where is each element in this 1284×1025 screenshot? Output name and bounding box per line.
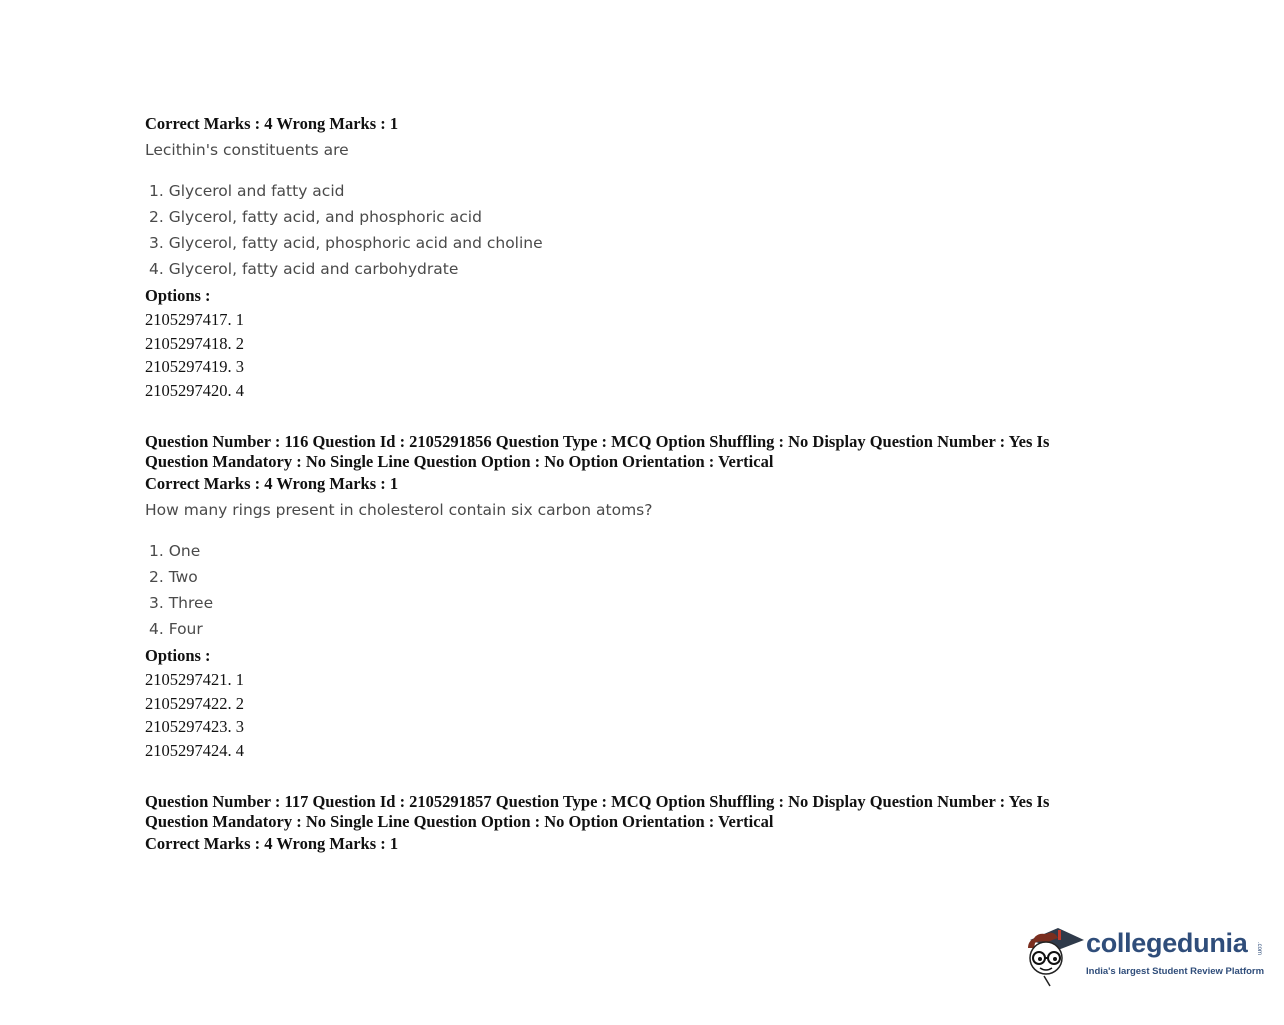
option-id-item: 2105297419. 3: [145, 357, 244, 376]
option-id-item: 2105297422. 2: [145, 693, 244, 713]
choice-item: 3. Three: [149, 594, 214, 612]
choice-item: 3. Glycerol, fatty acid, phosphoric acid and choline: [149, 234, 543, 252]
option-id-item: 2105297421. 1: [145, 670, 244, 689]
mascot-icon: [1024, 918, 1086, 990]
question-text: How many rings present in cholesterol contain six carbon atoms?: [145, 501, 653, 519]
marks-line: Correct Marks : 4 Wrong Marks : 1: [145, 474, 399, 493]
options-label: Options :: [145, 646, 211, 665]
question-text: Lecithin's constituents are: [145, 141, 349, 159]
document-page: [145, 112, 1105, 856]
option-id-item: 2105297424. 4: [145, 740, 244, 760]
question-block-117: [145, 792, 1105, 856]
options-label: Options :: [145, 286, 211, 305]
choice-item: 4. Four: [149, 620, 203, 638]
choice-item: 4. Glycerol, fatty acid and carbohydrate: [149, 260, 459, 278]
logo-tagline: India's largest Student Review Platform: [1086, 966, 1265, 977]
choice-item: 2. Glycerol, fatty acid, and phosphoric acid: [149, 208, 482, 226]
choice-item: 2. Two: [149, 568, 198, 586]
logo-wordmark: collegedunia: [1086, 928, 1248, 958]
question-block-116: [145, 432, 1105, 762]
marks-line: Correct Marks : 4 Wrong Marks : 1: [145, 114, 399, 133]
marks-line: Correct Marks : 4 Wrong Marks : 1: [145, 834, 399, 853]
choice-item: 1. Glycerol and fatty acid: [149, 182, 345, 200]
choice-list: [149, 538, 1105, 642]
option-id-list: [145, 668, 1105, 762]
question-block-115: [145, 112, 1105, 402]
option-id-item: 2105297420. 4: [145, 380, 244, 400]
option-id-list: [145, 308, 1105, 402]
collegedunia-logo: [1024, 918, 1264, 990]
question-header: Question Number : 117 Question Id : 2105291857 Question Type : MCQ Option Shuffling : No Display Question Number : Yes Is Question Mandatory : No Single Line Question Option : No Option Orientation : Vertical: [145, 792, 1050, 831]
option-id-item: 2105297423. 3: [145, 717, 244, 736]
logo-suffix: .com: [1256, 942, 1262, 956]
question-header: Question Number : 116 Question Id : 2105291856 Question Type : MCQ Option Shuffling : No Display Question Number : Yes Is Question Mandatory : No Single Line Question Option : No Option Orientation : Vertical: [145, 432, 1050, 471]
choice-item: 1. One: [149, 542, 201, 560]
option-id-item: 2105297417. 1: [145, 310, 244, 329]
option-id-item: 2105297418. 2: [145, 333, 244, 353]
choice-list: [149, 178, 1105, 282]
